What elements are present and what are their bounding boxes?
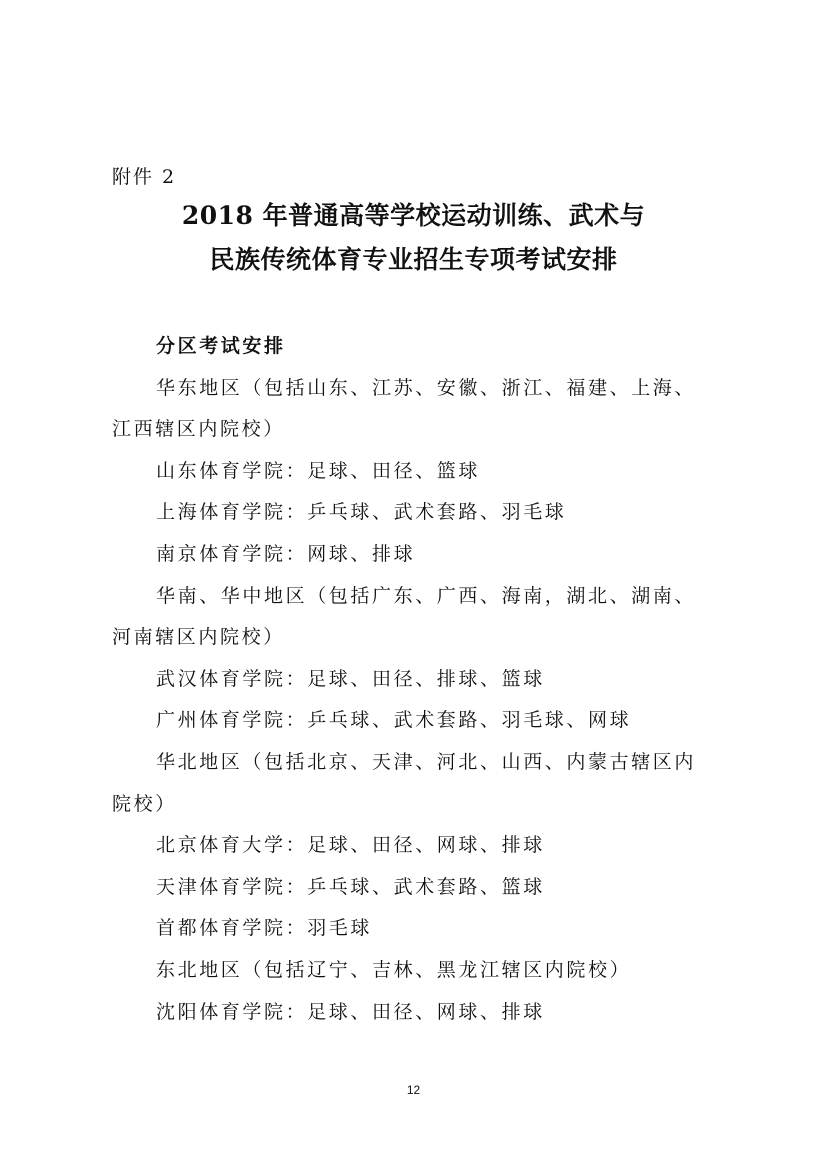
document-body	[112, 326, 722, 1033]
school-item: 北京体育大学：足球、田径、网球、排球	[156, 834, 545, 857]
region-heading-east: 华东地区（包括山东、江苏、安徽、浙江、福建、上海、	[156, 376, 697, 399]
document-title-line-2: 民族传统体育专业招生专项考试安排	[209, 245, 618, 274]
region-heading-northeast: 东北地区（包括辽宁、吉林、黑龙江辖区内院校）	[156, 958, 632, 981]
school-item: 沈阳体育学院：足球、田径、网球、排球	[156, 1000, 545, 1023]
region-heading-south-central: 华南、华中地区（包括广东、广西、海南，湖北、湖南、	[156, 584, 697, 607]
school-item: 首都体育学院：羽毛球	[156, 917, 373, 940]
section-heading: 分区考试安排	[156, 335, 286, 357]
school-item: 广州体育学院：乒乓球、武术套路、羽毛球、网球	[156, 709, 632, 732]
attachment-label: 附件 2	[112, 166, 177, 188]
school-item: 武汉体育学院：足球、田径、排球、篮球	[156, 667, 545, 690]
region-heading-north-continued: 院校）	[112, 792, 177, 815]
document-title-line-1: 2018 年普通高等学校运动训练、武术与	[181, 201, 646, 230]
school-item: 南京体育学院：网球、排球	[156, 542, 416, 565]
region-heading-east-continued: 江西辖区内院校）	[112, 418, 285, 441]
school-item: 山东体育学院：足球、田径、篮球	[156, 459, 481, 482]
region-heading-south-central-continued: 河南辖区内院校）	[112, 626, 285, 649]
school-item: 上海体育学院：乒乓球、武术套路、羽毛球	[156, 501, 567, 524]
school-item: 天津体育学院：乒乓球、武术套路、篮球	[156, 875, 545, 898]
page-number: 12	[406, 1083, 421, 1097]
region-heading-north: 华北地区（包括北京、天津、河北、山西、内蒙古辖区内	[156, 750, 697, 773]
